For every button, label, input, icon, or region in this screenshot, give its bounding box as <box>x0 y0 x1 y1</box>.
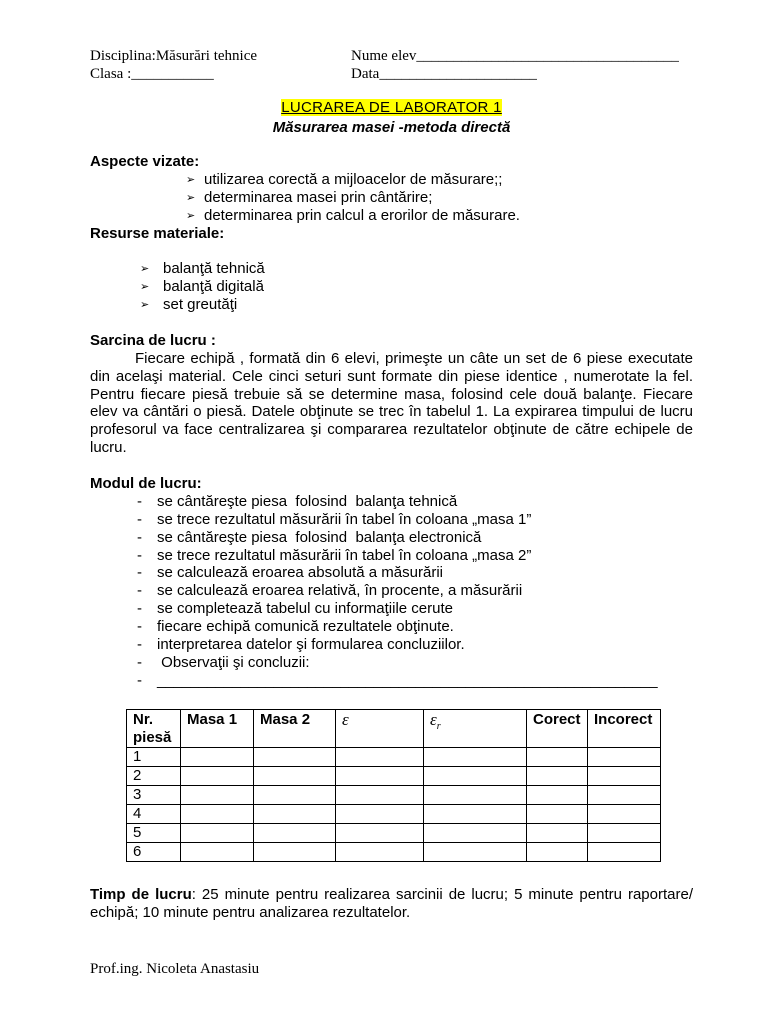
table-cell <box>424 767 527 786</box>
dash-bullet <box>137 672 142 690</box>
task-paragraph-line: lucru. <box>90 439 127 457</box>
table-cell <box>254 786 336 805</box>
table-cell: 2 <box>127 767 181 786</box>
dash-bullet <box>137 582 142 600</box>
dash-bullet <box>137 600 142 618</box>
table-cell <box>588 805 661 824</box>
table-cell <box>424 748 527 767</box>
table-cell <box>527 805 588 824</box>
table-cell <box>588 748 661 767</box>
table-cell <box>424 805 527 824</box>
table-cell <box>336 843 424 862</box>
arrow-bullet-icon <box>186 171 195 189</box>
table-cell <box>181 824 254 843</box>
date-field: Data_____________________ <box>351 66 537 82</box>
procedure-list <box>90 493 693 690</box>
dash-bullet <box>137 636 142 654</box>
work-time-label: Timp de lucru <box>90 886 192 903</box>
student-name-field: Nume elev___________________________________ <box>351 48 679 64</box>
aspects-heading: Aspecte vizate: <box>90 153 200 170</box>
page-title <box>90 99 693 117</box>
table-cell <box>336 824 424 843</box>
arrow-bullet-icon <box>186 189 195 207</box>
list-item: - fiecare echipă comunică rezultatele obţinute. <box>90 618 693 636</box>
table-cell <box>588 767 661 786</box>
table-header-absolute-error <box>336 710 424 748</box>
resources-heading: Resurse materiale: <box>90 224 225 242</box>
table-cell <box>181 805 254 824</box>
list-item: - Observaţii şi concluzii: <box>90 654 693 672</box>
work-time-paragraph <box>90 886 693 922</box>
task-paragraph-line: din acelaşi material. Cele cinci seturi sunt formate din piese identice , numerotate la fel. <box>90 367 693 385</box>
list-item: - se cântăreşte piesa folosind balanţa tehnică <box>90 493 693 511</box>
task-heading: Sarcina de lucru : <box>90 331 216 349</box>
footer-author: Prof.ing. Nicoleta Anastasiu <box>90 961 260 977</box>
list-item: - se cântăreşte piesa folosind balanţa electronică <box>90 529 693 547</box>
dash-bullet <box>137 529 142 547</box>
dash-bullet <box>137 493 142 511</box>
table-cell <box>336 786 424 805</box>
table-header-nr: Nr. piesă <box>127 710 181 748</box>
list-item: - se calculează eroarea relativă, în procente, a măsurării <box>90 582 693 600</box>
arrow-bullet-icon <box>140 260 149 278</box>
table-cell <box>527 786 588 805</box>
table-cell: 4 <box>127 805 181 824</box>
table-cell: 5 <box>127 824 181 843</box>
work-time-line: echipă; 10 minute pentru analizarea rezultatelor. <box>90 904 411 921</box>
subscript-r: r <box>436 721 441 732</box>
table-header-mass1: Masa 1 <box>181 710 254 748</box>
dash-bullet <box>137 547 142 565</box>
dash-bullet <box>137 654 142 672</box>
table-cell <box>527 748 588 767</box>
table-header-row <box>127 710 661 748</box>
table-cell <box>181 767 254 786</box>
blank-line <box>90 314 693 332</box>
list-item: - interpretarea datelor şi formularea concluziilor. <box>90 636 693 654</box>
arrow-bullet-icon <box>140 278 149 296</box>
table-row <box>127 805 661 824</box>
task-paragraph-line: Pentru fiecare piesă trebuie să se determine masa, folosind cele două balanţe. Fiecare <box>90 385 693 403</box>
table-cell <box>424 824 527 843</box>
table-cell <box>424 843 527 862</box>
list-item: ➢ utilizarea corectă a mijloacelor de măsurare;; <box>90 171 693 189</box>
table-header-incorrect: Incorect <box>588 710 661 748</box>
list-item: ➢ balanţă digitală <box>90 278 693 296</box>
list-item: - se completează tabelul cu informaţiile cerute <box>90 600 693 618</box>
aspects-list <box>90 171 693 225</box>
table-cell <box>527 824 588 843</box>
table-header-mass2: Masa 2 <box>254 710 336 748</box>
list-item: ➢ set greutăţi <box>90 296 693 314</box>
table-cell <box>254 824 336 843</box>
list-item: ➢ balanţă tehnică <box>90 260 693 278</box>
table-row <box>127 824 661 843</box>
table-cell: 6 <box>127 843 181 862</box>
table-cell <box>588 843 661 862</box>
arrow-bullet-icon <box>186 207 195 225</box>
list-item: - se trece rezultatul măsurării în tabel în coloana „masa 2” <box>90 547 693 565</box>
table-row <box>127 843 661 862</box>
blank-line <box>90 457 693 475</box>
resources-list <box>90 260 693 314</box>
table-row <box>127 786 661 805</box>
epsilon-symbol: ε <box>430 710 437 729</box>
table-cell: 1 <box>127 748 181 767</box>
table-cell <box>254 843 336 862</box>
list-item: - ____________________________________________________________ <box>90 672 693 690</box>
table-cell <box>336 748 424 767</box>
table-row <box>127 767 661 786</box>
table-cell <box>254 805 336 824</box>
table-cell <box>527 767 588 786</box>
table-cell <box>336 767 424 786</box>
title-highlight: LUCRAREA DE LABORATOR 1 <box>281 99 502 116</box>
table-cell <box>254 767 336 786</box>
table-cell: 3 <box>127 786 181 805</box>
procedure-heading: Modul de lucru: <box>90 475 202 493</box>
dash-bullet <box>137 618 142 636</box>
table-cell <box>588 824 661 843</box>
table-cell <box>588 786 661 805</box>
results-table <box>126 709 661 862</box>
table-cell <box>181 843 254 862</box>
work-time-text: : 25 minute pentru realizarea sarcinii de lucru; 5 minute pentru raportare/ <box>191 886 693 903</box>
class-field: Clasa :___________ <box>90 66 214 82</box>
page-subtitle: Măsurarea masei -metoda directă <box>272 119 511 136</box>
table-header-correct: Corect <box>527 710 588 748</box>
table-header-relative-error <box>424 710 527 748</box>
dash-bullet <box>137 564 142 582</box>
list-item: ➢ determinarea prin calcul a erorilor de măsurare. <box>90 207 693 225</box>
table-cell <box>254 748 336 767</box>
dash-bullet <box>137 511 142 529</box>
blank-line <box>90 242 693 260</box>
table-cell <box>336 805 424 824</box>
discipline-field: Disciplina:Măsurări tehnice <box>90 48 258 64</box>
table-cell <box>527 843 588 862</box>
list-item: ➢ determinarea masei prin cântărire; <box>90 189 693 207</box>
table-cell <box>424 786 527 805</box>
task-paragraph-line: profesorul va face centralizarea şi compararea rezultatelor obţinute de către echipele de <box>90 421 693 439</box>
arrow-bullet-icon <box>140 296 149 314</box>
work-time-line <box>90 886 693 904</box>
task-paragraph-line: Fiecare echipă , formată din 6 elevi, primeşte un câte un set de 6 piese executate <box>135 349 693 367</box>
list-item: - se calculează eroarea absolută a măsurării <box>90 564 693 582</box>
task-paragraph-line: elev va cântări o piesă. Datele obţinute se trec în tabelul 1. La expirarea timpului de lucru <box>90 403 693 421</box>
table-cell <box>181 748 254 767</box>
epsilon-symbol: ε <box>342 710 349 729</box>
table-cell <box>181 786 254 805</box>
worksheet-body <box>90 153 693 690</box>
list-item: - se trece rezultatul măsurării în tabel în coloana „masa 1” <box>90 511 693 529</box>
table-row <box>127 748 661 767</box>
